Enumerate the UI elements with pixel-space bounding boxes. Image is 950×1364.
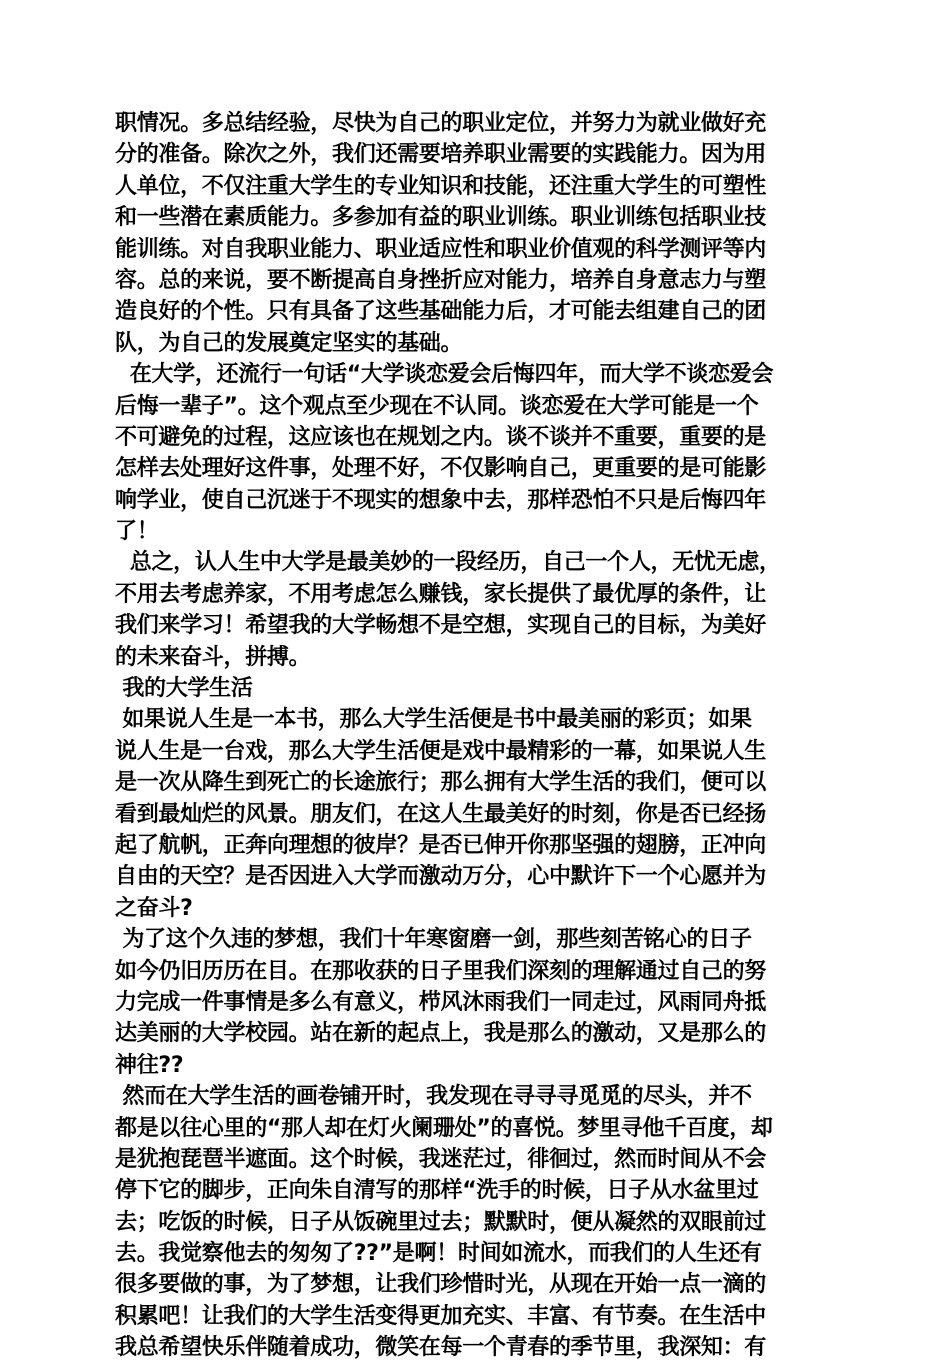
- text-line: 很多要做的事，为了梦想，让我们珍惜时光，从现在开始一点一滴的: [115, 1272, 767, 1298]
- text-line: 总之，认人生中大学是最美妙的一段经历，自己一个人，无忧无虑，: [115, 550, 781, 576]
- text-line: 如果说人生是一本书，那么大学生活便是书中最美丽的彩页；如果: [115, 707, 752, 733]
- text-line: 停下它的脚步，正向朱自清写的那样“洗手的时候，日子从水盆里过: [115, 1178, 759, 1204]
- text-line: 人单位，不仅注重大学生的专业知识和技能，还注重大学生的可塑性: [115, 173, 767, 199]
- text-line: 达美丽的大学校园。站在新的起点上，我是那么的激动，又是那么的: [115, 1021, 767, 1047]
- text-line: 自由的天空？是否因进入大学而激动万分，心中默许下一个心愿并为: [115, 864, 767, 890]
- text-line: 了！: [115, 519, 159, 545]
- text-line: 后悔一辈子”。这个观点至少现在不认同。谈恋爱在大学可能是一个: [115, 393, 759, 419]
- text-line: 都是以往心里的“那人却在灯火阑珊处”的喜悦。梦里寻他千百度，却: [115, 1115, 773, 1141]
- section-heading: 我的大学生活: [115, 676, 253, 702]
- text-line: 响学业，使自己沉迷于不现实的想象中去，那样恐怕不只是后悔四年: [115, 487, 767, 513]
- text-line: 看到最灿烂的风景。朋友们，在这人生最美好的时刻，你是否已经扬: [115, 801, 767, 827]
- text-line: 如今仍旧历历在目。在那收获的日子里我们深刻的理解通过自己的努: [115, 958, 767, 984]
- text-line: 队，为自己的发展奠定坚实的基础。: [115, 330, 463, 356]
- text-line: 去。我觉察他去的匆匆了??”是啊！时间如流水，而我们的人生还有: [115, 1241, 762, 1267]
- text-line: 力完成一件事情是多么有意义，栉风沐雨我们一同走过，风雨同舟抵: [115, 989, 767, 1015]
- text-line: 之奋斗?: [115, 895, 193, 921]
- text-line: 不用去考虑养家，不用考虑怎么赚钱，家长提供了最优厚的条件，让: [115, 581, 767, 607]
- text-line: 能训练。对自我职业能力、职业适应性和职业价值观的科学测评等内: [115, 236, 767, 262]
- document-body: [115, 108, 840, 1364]
- text-line: 然而在大学生活的画卷铺开时，我发现在寻寻寻觅觅的尽头，并不: [115, 1084, 752, 1110]
- text-line: 在大学，还流行一句话“大学谈恋爱会后悔四年，而大学不谈恋爱会: [115, 362, 774, 388]
- text-line: 怎样去处理好这件事，处理不好，不仅影响自己，更重要的是可能影: [115, 456, 767, 482]
- text-line: 分的准备。除次之外，我们还需要培养职业需要的实践能力。因为用: [115, 142, 767, 168]
- text-line: 为了这个久违的梦想，我们十年寒窗磨一剑，那些刻苦铭心的日子: [115, 927, 752, 953]
- text-line: 说人生是一台戏，那么大学生活便是戏中最精彩的一幕，如果说人生: [115, 738, 767, 764]
- text-line: 和一些潜在素质能力。多参加有益的职业训练。职业训练包括职业技: [115, 205, 767, 231]
- text-line: 是犹抱琵琶半遮面。这个时候，我迷茫过，徘徊过，然而时间从不会: [115, 1146, 767, 1172]
- text-line: 神往??: [115, 1052, 184, 1078]
- text-line: 造良好的个性。只有具备了这些基础能力后，才可能去组建自己的团: [115, 299, 767, 325]
- text-line: 我们来学习！希望我的大学畅想不是空想，实现自己的目标，为美好: [115, 613, 767, 639]
- text-line: 去；吃饭的时候，日子从饭碗里过去；默默时，便从凝然的双眼前过: [115, 1209, 767, 1235]
- text-line: 不可避免的过程，这应该也在规划之内。谈不谈并不重要，重要的是: [115, 424, 767, 450]
- text-line: 我总希望快乐伴随着成功，微笑在每一个青春的季节里，我深知：有: [115, 1335, 767, 1361]
- text-line: 容。总的来说，要不断提高自身挫折应对能力，培养自身意志力与塑: [115, 267, 767, 293]
- text-line: 是一次从降生到死亡的长途旅行；那么拥有大学生活的我们，便可以: [115, 770, 767, 796]
- text-line: 积累吧！让我们的大学生活变得更加充实、丰富、有节奏。在生活中: [115, 1303, 767, 1329]
- text-line: 起了航帆，正奔向理想的彼岸？是否已伸开你那坚强的翅膀，正冲向: [115, 832, 767, 858]
- text-line: 职情况。多总结经验，尽快为自己的职业定位，并努力为就业做好充: [115, 111, 767, 136]
- text-line: 的未来奋斗，拼搏。: [115, 644, 311, 670]
